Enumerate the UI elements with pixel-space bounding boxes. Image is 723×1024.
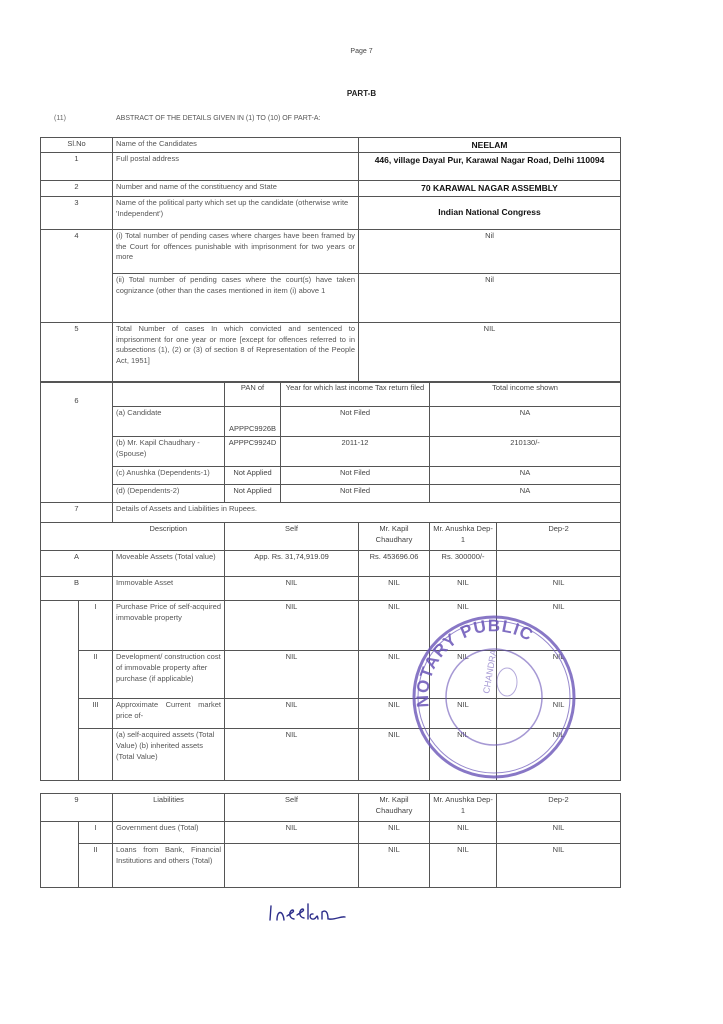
value-cell: NIL <box>430 729 497 781</box>
header-cell: Dep-2 <box>497 523 621 551</box>
candidate-name: NEELAM <box>359 138 621 153</box>
value-cell: App. Rs. 31,74,919.09 <box>225 551 359 577</box>
assets-table <box>40 502 621 781</box>
label-cell: Immovable Asset <box>113 577 225 601</box>
income-tax-table <box>40 381 621 503</box>
convicted-cases-value: NIL <box>359 322 621 382</box>
table-row <box>41 181 621 196</box>
table-row <box>41 551 621 577</box>
pan-cell: Not Applied <box>225 485 281 503</box>
header-cell: Mr. Anushka Dep-1 <box>430 523 497 551</box>
person-cell: (a) Candidate <box>113 407 225 437</box>
value-cell: NIL <box>225 577 359 601</box>
value-cell: NIL <box>497 651 621 699</box>
year-cell: 2011-12 <box>281 437 430 467</box>
header-cell: Mr. Kapil Chaudhary <box>359 794 430 822</box>
signature <box>265 898 365 928</box>
value-cell: NIL <box>359 844 430 888</box>
value-cell: NIL <box>359 729 430 781</box>
sl-cell: 5 <box>41 322 113 382</box>
sl-cell: 1 <box>41 153 113 181</box>
sl-cell: 3 <box>41 196 113 229</box>
assets-title: Details of Assets and Liabilities in Rupees. <box>113 503 621 523</box>
cognizance-cases-value: Nil <box>359 273 621 322</box>
label-cell: Purchase Price of self-acquired immovable property <box>113 601 225 651</box>
label-cell: Moveable Assets (Total value) <box>113 551 225 577</box>
postal-address: 446, village Dayal Pur, Karawal Nagar Road, Delhi 110094 <box>359 153 621 181</box>
candidate-details-table <box>40 137 621 383</box>
table-row <box>41 651 621 699</box>
table-row <box>41 523 621 551</box>
year-cell: Not Filed <box>281 485 430 503</box>
table-row <box>41 485 621 503</box>
value-cell: NIL <box>225 822 359 844</box>
year-cell: Not Filed <box>281 467 430 485</box>
table-row <box>41 844 621 888</box>
table-row <box>41 822 621 844</box>
person-cell: (c) Anushka (Dependents-1) <box>113 467 225 485</box>
table-row <box>41 196 621 229</box>
table-row <box>41 467 621 485</box>
header-cell <box>113 382 225 407</box>
header-cell: Year for which last income Tax return filed <box>281 382 430 407</box>
value-cell: NIL <box>359 699 430 729</box>
pan-cell: APPPC9926B <box>225 407 281 437</box>
person-cell: (d) (Dependents-2) <box>113 485 225 503</box>
sub-num: III <box>79 699 113 729</box>
blank-cell <box>41 523 113 551</box>
value-cell: Rs. 453696.06 <box>359 551 430 577</box>
label-cell: Total Number of cases In which convicted and sentenced to imprisonment for one year or more [except for offences referred to in subsections (1), (2) or (3) of section 8 of Representation of the People Act, 1951] <box>113 322 359 382</box>
income-cell: NA <box>430 407 621 437</box>
sl-cell: 2 <box>41 181 113 196</box>
value-cell <box>225 844 359 888</box>
table-row <box>41 577 621 601</box>
person-cell: (b) Mr. Kapil Chaudhary - (Spouse) <box>113 437 225 467</box>
value-cell: Rs. 300000/- <box>430 551 497 577</box>
table-row <box>41 273 621 322</box>
table-row <box>41 729 621 781</box>
pan-cell: Not Applied <box>225 467 281 485</box>
sl-cell: 6 <box>41 382 113 503</box>
value-cell: NIL <box>497 844 621 888</box>
header-cell: Total income shown <box>430 382 621 407</box>
stamp-text: NOTARY PUBLIC <box>412 616 537 708</box>
table-row <box>41 699 621 729</box>
table-row <box>41 322 621 382</box>
table-row <box>41 407 621 437</box>
abstract-number: (11) <box>54 115 66 122</box>
income-cell: NA <box>430 485 621 503</box>
pending-cases-value: Nil <box>359 229 621 273</box>
sub-num: II <box>79 651 113 699</box>
table-row <box>41 382 621 407</box>
value-cell <box>497 551 621 577</box>
constituency: 70 KARAWAL NAGAR ASSEMBLY <box>359 181 621 196</box>
label-cell: (i) Total number of pending cases where charges have been framed by the Court for offences punishable with imprisonment for two years or more <box>113 229 359 273</box>
sl-cell: B <box>41 577 113 601</box>
value-cell: NIL <box>359 601 430 651</box>
income-cell: 210130/- <box>430 437 621 467</box>
label-cell: Government dues (Total) <box>113 822 225 844</box>
label-cell: Number and name of the constituency and State <box>113 181 359 196</box>
sub-num <box>79 729 113 781</box>
value-cell: NIL <box>497 822 621 844</box>
value-cell: NIL <box>430 577 497 601</box>
page-number: Page 7 <box>350 48 373 55</box>
value-cell: NIL <box>225 651 359 699</box>
value-cell: NIL <box>430 822 497 844</box>
label-cell: (a) self-acquired assets (Total Value) (b) inherited assets (Total Value) <box>113 729 225 781</box>
header-cell: Dep-2 <box>497 794 621 822</box>
sl-cell: Sl.No <box>41 138 113 153</box>
year-cell: Not Filed <box>281 407 430 437</box>
sl-cell: A <box>41 551 113 577</box>
value-cell: NIL <box>430 699 497 729</box>
value-cell: NIL <box>359 822 430 844</box>
label-cell: Name of the Candidates <box>113 138 359 153</box>
value-cell: NIL <box>430 601 497 651</box>
sub-num: II <box>79 844 113 888</box>
pan-cell: APPPC9924D <box>225 437 281 467</box>
value-cell: NIL <box>497 601 621 651</box>
political-party: Indian National Congress <box>359 196 621 229</box>
value-cell: NIL <box>359 651 430 699</box>
label-cell: (ii) Total number of pending cases where the court(s) have taken cognizance (other than the cases mentioned in item (i) above 1 <box>113 273 359 322</box>
header-cell: Mr. Kapil Chaudhary <box>359 523 430 551</box>
sl-cell: 7 <box>41 503 113 523</box>
value-cell: NIL <box>497 729 621 781</box>
liabilities-title: Liabilities <box>113 794 225 822</box>
header-cell: Description <box>113 523 225 551</box>
value-cell: NIL <box>497 699 621 729</box>
part-title: PART-B <box>346 89 377 98</box>
value-cell: NIL <box>430 651 497 699</box>
blank-cell <box>41 601 79 781</box>
table-row <box>41 794 621 822</box>
label-cell: Development/ construction cost of immovable property after purchase (if applicable) <box>113 651 225 699</box>
sl-cell: 4 <box>41 229 113 322</box>
value-cell: NIL <box>430 844 497 888</box>
header-cell: PAN of <box>225 382 281 407</box>
sub-num: I <box>79 822 113 844</box>
table-row <box>41 138 621 153</box>
value-cell: NIL <box>225 601 359 651</box>
header-cell: Mr. Anushka Dep-1 <box>430 794 497 822</box>
table-row <box>41 503 621 523</box>
label-cell: Full postal address <box>113 153 359 181</box>
header-cell: Self <box>225 794 359 822</box>
value-cell: NIL <box>225 699 359 729</box>
stamp-inner-text: CHANDRA <box>481 648 499 695</box>
income-cell: NA <box>430 467 621 485</box>
sub-num: I <box>79 601 113 651</box>
sl-cell: 9 <box>41 794 113 822</box>
blank-cell <box>41 822 79 888</box>
value-cell: NIL <box>497 577 621 601</box>
abstract-heading: ABSTRACT OF THE DETAILS GIVEN IN (1) TO (10) OF PART-A: <box>116 115 321 122</box>
liabilities-table <box>40 793 621 888</box>
table-row <box>41 229 621 273</box>
value-cell: NIL <box>359 577 430 601</box>
value-cell: NIL <box>225 729 359 781</box>
header-cell: Self <box>225 523 359 551</box>
label-cell: Loans from Bank, Financial Institutions and others (Total) <box>113 844 225 888</box>
table-row <box>41 153 621 181</box>
table-row <box>41 437 621 467</box>
label-cell: Approximate Current market price of- <box>113 699 225 729</box>
label-cell: Name of the political party which set up the candidate (otherwise write 'Independent') <box>113 196 359 229</box>
table-row <box>41 601 621 651</box>
